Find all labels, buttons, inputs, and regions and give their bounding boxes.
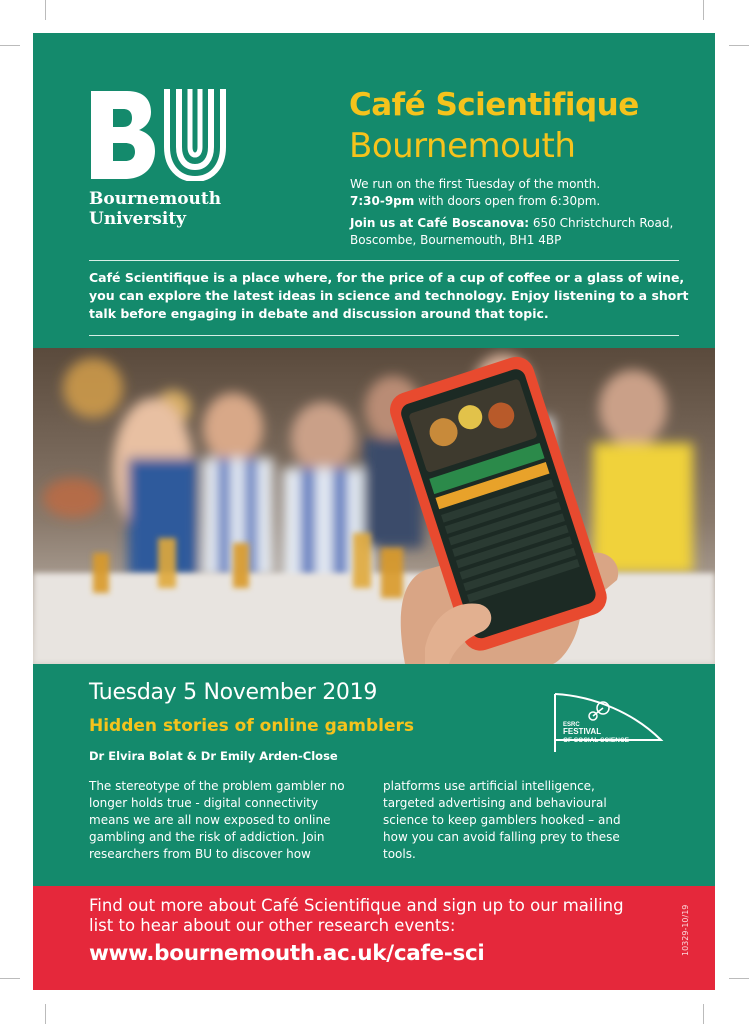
event-description-col2: platforms use artificial intelligence, targeted advertising and behavioural science to keep gamblers hooked – and how you can avoid falling prey to these tools.: [383, 779, 621, 861]
poster: [33, 33, 715, 990]
footer-cta: Find out more about Café Scientifique and sign up to our mailing list to hear about our other research events:: [89, 896, 624, 935]
event-title: Hidden stories of online gamblers: [89, 716, 415, 736]
venue-line: [350, 215, 690, 248]
intro-text: Café Scientifique is a place where, for the price of a cup of coffee or a glass of wine, you can explore the latest ideas in science and technology. Enjoy listening to a short talk before engaging in debate and discussion around that topic.: [89, 270, 689, 321]
venue-bold: Join us at Café Boscanova:: [350, 216, 530, 230]
hero-photo: [33, 348, 715, 664]
crop-mark: [703, 0, 704, 20]
festival-line3: OF SOCIAL SCIENCE: [563, 737, 629, 744]
bu-logo-mark: [89, 89, 229, 181]
page-subtitle: Bournemouth: [349, 126, 576, 166]
university-name-line1: Bournemouth: [89, 189, 222, 209]
event-info: [350, 176, 690, 248]
crop-mark: [703, 1004, 704, 1024]
university-name: [89, 189, 229, 229]
event-panel: [33, 664, 715, 886]
event-date: Tuesday 5 November 2019: [89, 680, 378, 705]
photo-illustration: [33, 348, 715, 664]
festival-flag-icon: [535, 686, 665, 756]
page-title: Café Scientifique: [349, 87, 639, 123]
time-line: [350, 193, 690, 210]
crop-mark: [0, 978, 20, 979]
divider: [89, 335, 679, 336]
time-bold: 7:30-9pm: [350, 193, 415, 208]
crop-mark: [45, 0, 46, 20]
divider: [89, 260, 679, 261]
header-panel: [33, 33, 715, 348]
time-rest: with doors open from 6:30pm.: [414, 193, 601, 208]
crop-mark: [729, 978, 749, 979]
crop-mark: [45, 1004, 46, 1024]
bu-logo: [89, 89, 229, 229]
event-speakers: Dr Elvira Bolat & Dr Emily Arden-Close: [89, 749, 338, 763]
esrc-festival-logo: [535, 686, 665, 756]
website-link[interactable]: www.bournemouth.ac.uk/cafe-sci: [89, 941, 485, 966]
venue-address: 650 Christchurch Road, Boscombe, Bournemouth, BH1 4BP: [350, 216, 674, 247]
crop-mark: [729, 45, 749, 46]
print-code: 10329-10/19: [681, 904, 690, 956]
festival-line1: ESRC: [563, 722, 580, 728]
footer-panel: [33, 886, 715, 990]
festival-line2: FESTIVAL: [563, 727, 602, 736]
event-description-col1: The stereotype of the problem gambler no longer holds true - digital connectivity means we are all now exposed to online gambling and the risk of addiction. Join researchers from BU to discover how: [89, 779, 345, 861]
crop-mark: [0, 45, 20, 46]
schedule-text: We run on the first Tuesday of the month.: [350, 177, 601, 191]
university-name-line2: University: [89, 209, 187, 229]
